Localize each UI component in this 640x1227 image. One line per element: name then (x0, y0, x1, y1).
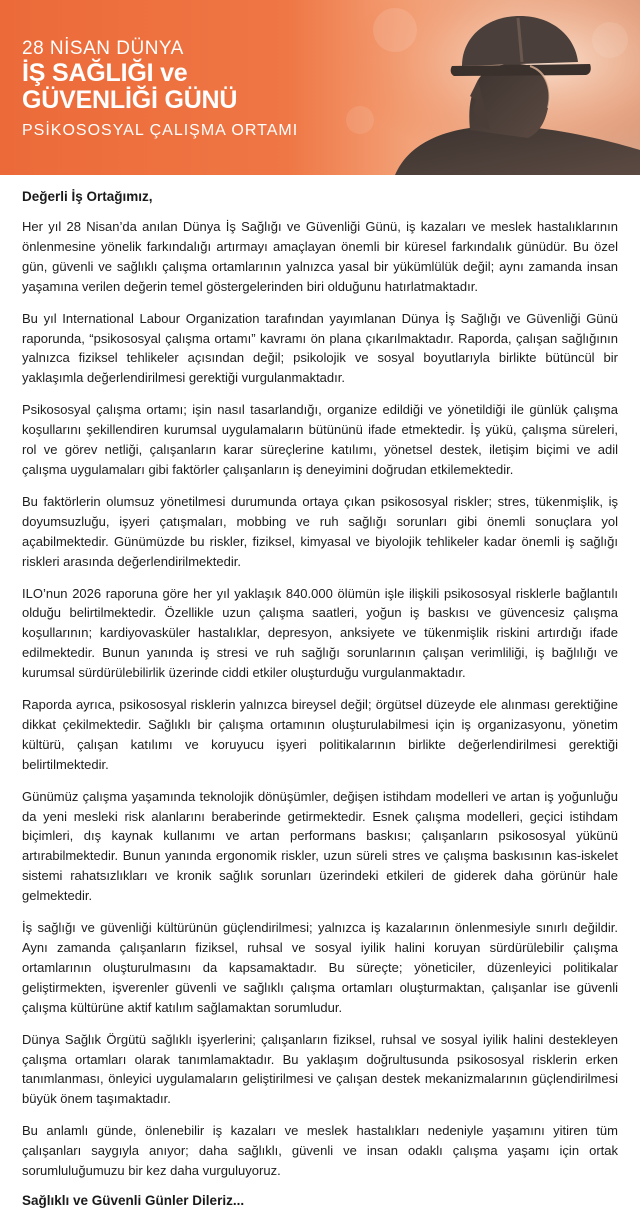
banner-title-line1: İŞ SAĞLIĞI ve (22, 59, 188, 87)
paragraph: Günümüz çalışma yaşamında teknolojik dönüşümler, değişen istihdam modelleri ve artan iş yoğunluğu da yeni mesleki risk alanlarını beraberinde getirmektedir. Esnek çalışma modelleri, geçici istihdam biçimleri, dış kaynak kullanımı ve artan performans baskısı; çalışanların psikososyal yükünü artırabilmektedir. Bunun yanında ergonomik riskler, uzun süreli stres ve çalışma baskısının kas-iskelet sistemi rahatsızlıkları ve kronik sağlık sorunları üzerindeki etkileri de giderek daha görünür hale gelmektedir. (22, 788, 618, 904)
header-banner (0, 0, 640, 175)
paragraph: Her yıl 28 Nisan’da anılan Dünya İş Sağlığı ve Güvenliği Günü, iş kazaları ve meslek hastalıklarının önlenmesine yönelik farkındalığı artırmayı amaçlayan önemli bir küresel farkındalık günüdür. Bu özel gün, güvenli ve sağlıklı çalışma ortamlarının yalnızca yasal bir yükümlülük değil; aynı zamanda insan yaşamına verilen değerin temel göstergelerinden biri olduğunu hatırlatmaktadır. (22, 219, 618, 294)
paragraph: Dünya Sağlık Örgütü sağlıklı işyerlerini; çalışanların fiziksel, ruhsal ve sosyal iyilik halini destekleyen çalışma ortamları olarak tanımlamaktadır. Bu yaklaşım doğrultusunda psikososyal risklerin erken tanımlanması, önleyici uygulamaların geliştirilmesi ve çalışan destek mekanizmalarının güçlendirilmesi büyük önem taşımaktadır. (22, 1031, 618, 1107)
banner-title-block (22, 38, 298, 140)
greeting: Değerli İş Ortağımız, (22, 189, 153, 204)
paragraph: Bu anlamlı günde, önlenebilir iş kazaları ve meslek hastalıkları nedeniyle yaşamını yitiren tüm çalışanları saygıyla anıyor; daha sağlıklı, güvenli ve insan odaklı çalışma yaşamı için ortak sorumluluğumuzu bir kez daha vurguluyoruz. (22, 1123, 618, 1179)
paragraph: Psikososyal çalışma ortamı; işin nasıl tasarlandığı, organize edildiği ve yönetildiği ile günlük çalışma koşullarını şekillendiren kurumsal uygulamaların bütününü ifade etmektedir. İş yükü, çalışma süreleri, rol ve görev netliği, çalışanların karar süreçlerine katılımı, yönetsel destek, iletişim biçimi ve adil çalışma uygulamaları gibi faktörler çalışanların iş deneyimini doğrudan etkilemektedir. (22, 402, 618, 477)
letter-body (0, 175, 640, 1208)
closing-line: Sağlıklı ve Güvenli Günler Dileriz... (22, 1192, 245, 1208)
banner-subtitle: PSİKOSOSYAL ÇALIŞMA ORTAMI (22, 122, 299, 139)
paragraph: İş sağlığı ve güvenliği kültürünün güçlendirilmesi; yalnızca iş kazalarının önlenmesiyle sınırlı değildir. Aynı zamanda çalışanların fiziksel, ruhsal ve sosyal iyilik halini koruyan sürdürülebilir çalışma ortamlarının oluşturulmasını da kapsamaktadır. Bu süreçte; yöneticiler, düzenleyici politikalar geliştirmekten, işverenler güvenli ve sağlıklı çalışma ortamları oluşturmaktan, çalışanlar ise güvenli çalışma kültürüne aktif katılım sağlamaktan sorumludur. (22, 920, 618, 1015)
banner-date-line: 28 NİSAN DÜNYA (22, 38, 184, 59)
paragraph: Bu yıl International Labour Organization tarafından yayımlanan Dünya İş Sağlığı ve Güvenliği Günü raporunda, “psikososyal çalışma ortamı” kavramı ön plana çıkarılmaktadır. Raporda, çalışan sağlığının yalnızca fiziksel tehlikeler açısından değil; psikolojik ve sosyal boyutlarıyla birlikte bütüncül bir yaklaşımla değerlendirilmesi gerektiği vurgulanmaktadır. (22, 310, 618, 386)
banner-title-line2: GÜVENLİĞİ GÜNÜ (22, 86, 238, 114)
paragraph: ILO’nun 2026 raporuna göre her yıl yaklaşık 840.000 ölümün işle ilişkili psikososyal risklerle bağlantılı olduğu belirtilmektedir. Özellikle uzun çalışma saatleri, yoğun iş baskısı ve güvencesiz çalışma koşullarının; kardiyovasküler hastalıklar, depresyon, anksiyete ve tükenmişlik riskini artırdığı ifade edilmektedir. Bunun yanında iş stresi ve ruh sağlığı sorunlarının çalışan verimliliği, iş bağlılığı ve kurumsal sürdürülebilirlik üzerinde ciddi etkiler oluşturduğu vurgulanmaktadır. (22, 585, 618, 681)
paragraph: Bu faktörlerin olumsuz yönetilmesi durumunda ortaya çıkan psikososyal riskler; stres, tükenmişlik, iş doyumsuzluğu, işyeri çatışmaları, mobbing ve ruh sağlığı sorunları gibi önemli sonuçlara yol açabilmektedir. Günümüzde bu riskler, fiziksel, kimyasal ve biyolojik tehlikeler kadar önemli iş sağlığı riskleri arasında değerlendirilmektedir. (22, 493, 618, 569)
paragraph: Raporda ayrıca, psikososyal risklerin yalnızca bireysel değil; örgütsel düzeyde ele alınması gerektiğine dikkat çekilmektedir. Sağlıklı bir çalışma ortamının oluşturulabilmesi için iş organizasyonu, yönetim kültürü, çalışan katılımı ve koruyucu işyeri politikalarının birlikte değerlendirilmesi gerektiği belirtilmektedir. (22, 697, 618, 772)
